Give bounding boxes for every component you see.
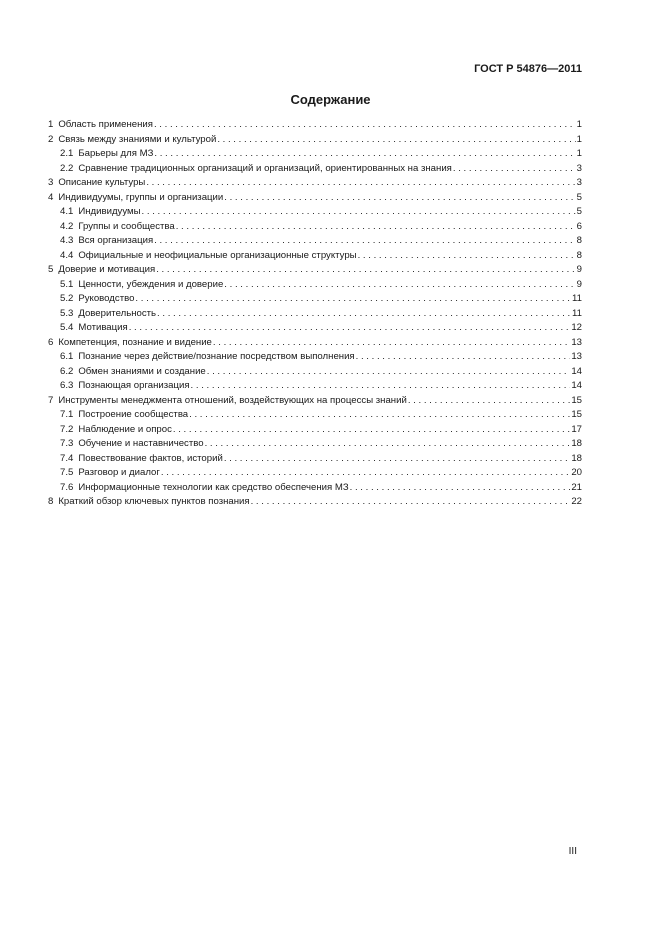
toc-entry-number: 4.4 xyxy=(60,249,74,261)
table-of-contents xyxy=(48,118,582,510)
toc-dot-leader xyxy=(207,365,571,380)
toc-dot-leader xyxy=(157,307,571,322)
toc-entry[interactable] xyxy=(48,147,582,162)
toc-entry-page: 18 xyxy=(571,452,582,464)
toc-entry-number: 8 xyxy=(48,496,54,507)
toc-entry-title: Мотивация xyxy=(78,322,128,333)
toc-entry-number: 4.3 xyxy=(60,235,74,246)
toc-entry-title: Обучение и наставничество xyxy=(78,438,204,449)
toc-entry[interactable] xyxy=(48,220,582,235)
toc-entry[interactable] xyxy=(48,118,582,133)
toc-entry-page: 15 xyxy=(571,409,582,420)
toc-entry[interactable] xyxy=(48,133,582,148)
toc-entry-page: 11 xyxy=(572,293,582,304)
toc-entry[interactable] xyxy=(48,162,582,177)
toc-dot-leader xyxy=(224,452,571,467)
toc-entry-number: 6.1 xyxy=(60,351,74,362)
toc-entry-title: Информационные технологии как средство обеспечения МЗ xyxy=(78,481,349,493)
toc-entry-number: 7.2 xyxy=(60,423,74,435)
toc-entry-number: 2.1 xyxy=(60,148,74,159)
toc-entry-page: 5 xyxy=(576,206,582,217)
toc-entry-page: 13 xyxy=(571,336,582,348)
toc-entry-page: 1 xyxy=(576,148,582,159)
toc-dot-leader xyxy=(358,249,576,264)
toc-entry-title: Разговор и диалог xyxy=(78,467,160,478)
toc-entry-title: Компетенция, познание и видение xyxy=(58,336,212,348)
toc-dot-leader xyxy=(161,466,570,481)
toc-entry-number: 5 xyxy=(48,264,54,275)
toc-entry[interactable] xyxy=(48,191,582,206)
toc-entry-title: Доверительность xyxy=(78,307,157,319)
toc-entry[interactable] xyxy=(48,292,582,307)
toc-entry-page: 20 xyxy=(571,467,582,478)
toc-dot-leader xyxy=(146,176,575,191)
toc-entry[interactable] xyxy=(48,437,582,452)
toc-dot-leader xyxy=(156,263,575,278)
toc-dot-leader xyxy=(154,147,575,162)
toc-dot-leader xyxy=(453,162,576,177)
toc-entry-number: 6 xyxy=(48,336,54,348)
toc-dot-leader xyxy=(356,350,571,365)
toc-entry-number: 7 xyxy=(48,394,54,406)
toc-entry-title: Описание культуры xyxy=(58,177,146,188)
toc-entry-number: 3 xyxy=(48,177,54,188)
toc-entry-number: 1 xyxy=(48,119,54,130)
toc-dot-leader xyxy=(154,234,576,249)
toc-entry[interactable] xyxy=(48,466,582,481)
toc-entry-title: Область применения xyxy=(58,119,153,130)
standard-code: ГОСТ Р 54876—2011 xyxy=(474,63,582,75)
toc-entry-page: 8 xyxy=(576,249,582,261)
page-number: III xyxy=(568,846,577,857)
toc-entry-page: 14 xyxy=(571,365,582,377)
toc-entry-number: 2.2 xyxy=(60,162,74,174)
toc-entry-number: 6.3 xyxy=(60,380,74,391)
toc-entry-page: 3 xyxy=(576,177,582,188)
toc-entry[interactable] xyxy=(48,321,582,336)
toc-entry-number: 7.6 xyxy=(60,481,74,493)
toc-entry-title: Вся организация xyxy=(78,235,154,246)
toc-entry-page: 9 xyxy=(576,278,582,290)
toc-dot-leader xyxy=(251,495,571,510)
toc-entry[interactable] xyxy=(48,379,582,394)
toc-entry[interactable] xyxy=(48,234,582,249)
toc-entry[interactable] xyxy=(48,408,582,423)
toc-entry[interactable] xyxy=(48,394,582,409)
toc-entry-number: 7.4 xyxy=(60,452,74,464)
toc-entry-title: Ценности, убеждения и доверие xyxy=(78,278,224,290)
toc-entry-page: 11 xyxy=(572,307,582,319)
toc-dot-leader xyxy=(189,408,570,423)
toc-entry-title: Наблюдение и опрос xyxy=(78,423,172,435)
toc-entry-title: Построение сообщества xyxy=(78,409,189,420)
toc-entry[interactable] xyxy=(48,249,582,264)
toc-entry-page: 5 xyxy=(576,191,582,203)
page-title: Содержание xyxy=(290,92,371,107)
toc-entry[interactable] xyxy=(48,481,582,496)
toc-entry-number: 4.1 xyxy=(60,206,74,217)
toc-entry[interactable] xyxy=(48,350,582,365)
toc-entry-number: 7.1 xyxy=(60,409,74,420)
toc-dot-leader xyxy=(350,481,571,496)
toc-dot-leader xyxy=(224,278,575,293)
toc-entry-title: Повествование фактов, историй xyxy=(78,452,223,464)
toc-dot-leader xyxy=(173,423,570,438)
toc-entry-page: 8 xyxy=(576,235,582,246)
toc-entry[interactable] xyxy=(48,205,582,220)
toc-entry-title: Руководство xyxy=(78,293,135,304)
toc-entry-number: 4 xyxy=(48,191,54,203)
toc-entry-number: 5.4 xyxy=(60,322,74,333)
toc-dot-leader xyxy=(142,205,576,220)
toc-entry-page: 6 xyxy=(576,220,582,232)
toc-entry[interactable] xyxy=(48,263,582,278)
toc-entry-title: Сравнение традиционных организаций и организаций, ориентированных на знания xyxy=(78,162,452,174)
toc-dot-leader xyxy=(191,379,571,394)
toc-dot-leader xyxy=(408,394,571,409)
toc-entry[interactable] xyxy=(48,176,582,191)
toc-entry-title: Официальные и неофициальные организационные структуры xyxy=(78,249,357,261)
toc-entry-number: 7.3 xyxy=(60,438,74,449)
toc-entry[interactable] xyxy=(48,495,582,510)
toc-entry-number: 6.2 xyxy=(60,365,74,377)
toc-entry-page: 1 xyxy=(576,133,582,145)
toc-entry-title: Краткий обзор ключевых пунктов познания xyxy=(58,496,250,507)
toc-entry-title: Группы и сообщества xyxy=(78,220,175,232)
toc-entry-number: 2 xyxy=(48,133,54,145)
toc-entry[interactable] xyxy=(48,423,582,438)
toc-entry-title: Связь между знаниями и культурой xyxy=(58,133,217,145)
toc-entry-title: Индивидуумы, группы и организации xyxy=(58,191,224,203)
toc-dot-leader xyxy=(129,321,571,336)
toc-dot-leader xyxy=(224,191,575,206)
toc-entry-page: 12 xyxy=(571,322,582,333)
toc-entry-page: 14 xyxy=(571,380,582,391)
toc-entry-page: 21 xyxy=(571,481,582,493)
toc-entry[interactable] xyxy=(48,278,582,293)
toc-dot-leader xyxy=(213,336,570,351)
toc-entry-page: 9 xyxy=(576,264,582,275)
toc-entry[interactable] xyxy=(48,336,582,351)
toc-entry[interactable] xyxy=(48,452,582,467)
toc-entry-number: 4.2 xyxy=(60,220,74,232)
toc-entry-title: Инструменты менеджмента отношений, воздействующих на процессы знаний xyxy=(58,394,407,406)
toc-entry-number: 5.1 xyxy=(60,278,74,290)
toc-dot-leader xyxy=(217,133,575,148)
toc-entry-title: Познающая организация xyxy=(78,380,190,391)
toc-entry-number: 7.5 xyxy=(60,467,74,478)
toc-entry-page: 22 xyxy=(571,496,582,507)
toc-entry-title: Доверие и мотивация xyxy=(58,264,156,275)
toc-entry[interactable] xyxy=(48,307,582,322)
toc-entry-page: 3 xyxy=(576,162,582,174)
toc-entry-title: Обмен знаниями и создание xyxy=(78,365,206,377)
toc-entry-title: Познание через действие/познание посредством выполнения xyxy=(78,351,355,362)
toc-dot-leader xyxy=(154,118,576,133)
toc-entry-number: 5.2 xyxy=(60,293,74,304)
toc-entry-page: 1 xyxy=(576,119,582,130)
toc-entry-page: 15 xyxy=(571,394,582,406)
toc-entry-page: 17 xyxy=(571,423,582,435)
toc-entry-number: 5.3 xyxy=(60,307,74,319)
toc-entry-title: Индивидуумы xyxy=(78,206,141,217)
toc-dot-leader xyxy=(135,292,571,307)
toc-entry-page: 18 xyxy=(571,438,582,449)
toc-entry-page: 13 xyxy=(571,351,582,362)
toc-entry-title: Барьеры для МЗ xyxy=(78,148,154,159)
toc-entry[interactable] xyxy=(48,365,582,380)
toc-dot-leader xyxy=(205,437,571,452)
toc-dot-leader xyxy=(176,220,576,235)
